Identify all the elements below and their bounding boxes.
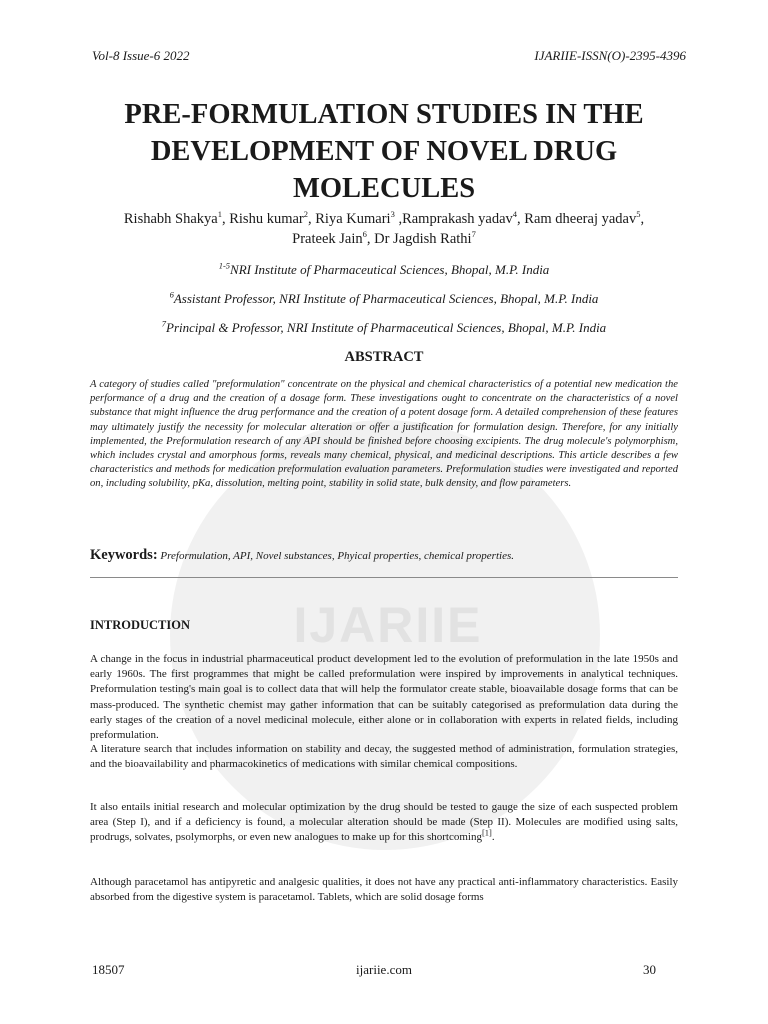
citation-ref: [1] — [481, 827, 492, 838]
paper-id: 18507 — [92, 962, 125, 977]
intro-paragraph: It also entails initial research and molecular optimization by the drug should be tested to gauge the size of each suspected problem area (Step I), and if a deficiency is found, a molecular alteration should be made (Step II). Molecules are modified using salts, prodrugs, solvates, psolymorphs, or even new analogues to make up for this shortcoming[1]. — [90, 801, 678, 844]
keywords — [90, 547, 678, 564]
author: Ramprakash yadav$^4$, — [402, 209, 525, 227]
intro-paragraph: A literature search that includes information on stability and decay, the suggested method of administration, formulation strategies, and the bioavailability and pharmacokinetics of medications with similar chemical compositions. — [90, 743, 678, 771]
intro-paragraph: Although paracetamol has antipyretic and analgesic qualities, it does not have any practical anti-inflammatory characteristics. Easily absorbed from the digestive system is paracetamol. Tablets, which are solid dosage forms — [90, 876, 678, 904]
author: Rishu kumar$^2$, — [229, 209, 316, 227]
watermark-text: IJARIIE — [293, 597, 483, 653]
page-number: 30 — [643, 962, 656, 977]
affiliation: $^6$Assistant Professor, NRI Institute of Pharmaceutical Sciences, Bhopal, M.P. India — [169, 289, 599, 306]
intro-paragraph: A change in the focus in industrial pharmaceutical product development led to the evolution of preformulation in the late 1950s and early 1960s. The first programmes that might be called preformulation were inspired by improvements in analytical techniques. Preformulation testing's main goal is to collect data that will help the formulator create stable, bioavailable dosage forms that can be mass-produced. The synthetic chemist may gather information that can be suitably categorised as preformulation data during the early stages of the creation of a novel medicinal molecule, either alone or in collaboration with experts in related fields, including preformulation. — [90, 653, 678, 742]
paper-title: PRE-FORMULATION STUDIES IN THE DEVELOPMENT OF NOVEL DRUG MOLECULES — [124, 99, 644, 204]
author: Rishabh Shakya$^1$, — [123, 209, 230, 227]
author-list — [90, 209, 678, 249]
affiliation: $^7$Principal & Professor, NRI Institute of Pharmaceutical Sciences, Bhopal, M.P. India — [161, 318, 607, 335]
author: Riya Kumari$^3$ , — [315, 209, 403, 227]
journal-issn: IJARIIE-ISSN(O)-2395-4396 — [534, 48, 686, 63]
journal-volume: Vol-8 Issue-6 2022 — [92, 48, 190, 63]
abstract-heading: ABSTRACT — [344, 349, 424, 365]
author: Ram dheeraj yadav$^5$, — [524, 209, 645, 227]
keywords-label: Keywords: — [90, 547, 158, 563]
abstract-body: A category of studies called "preformulation" concentrate on the physical and chemical characteristics of a potential new medication the performance of a drug and the creation of a dosage form. These investigations ought to concentrate on the characteristics of a novel substance that might influence the drug performance and the creation of a potent dosage form. A detailed comprehension of these features may ultimately justify the necessity for molecular alteration or offer a justification for formulation design. Therefore, for any initially implemented, the Preformulation research of any API should be finished before choosing excipients. The drug molecule's polymorphism, which includes crystal and amorphous forms, reveals many chemical, physical, and medicinal descriptions. This article describes a few characteristics and methods for medication preformulation evaluation parameters. Preformulation studies were investigated and reported on, including solubility, pKa, dissolution, melting point, stability in solid state, bulk density, and flow parameters. — [90, 379, 678, 490]
section-divider — [90, 577, 678, 578]
introduction-heading: INTRODUCTION — [90, 618, 191, 632]
affiliation: $^{1-5}$NRI Institute of Pharmaceutical Sciences, Bhopal, M.P. India — [218, 260, 550, 277]
journal-site: ijariie.com — [356, 962, 412, 977]
author: Prateek Jain$^6$, — [292, 229, 375, 247]
keywords-text: Preformulation, API, Novel substances, Phyical properties, chemical properties. — [160, 550, 514, 562]
author: Dr Jagdish Rathi$^7$ — [374, 229, 476, 247]
